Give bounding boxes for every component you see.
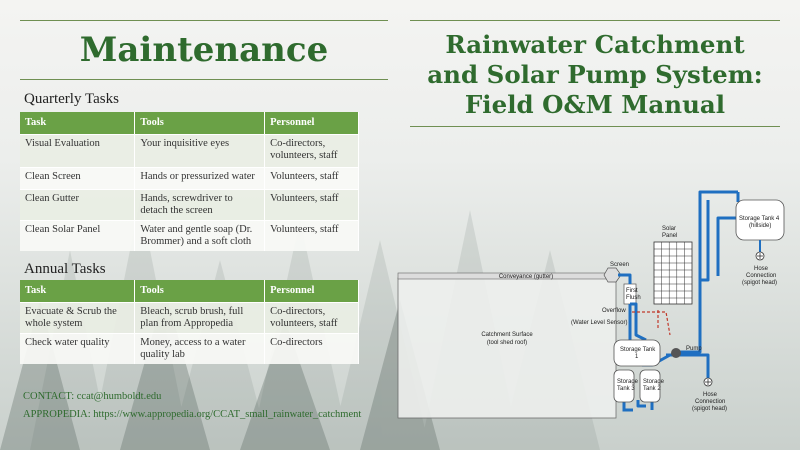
first-flush-label-2: Flush: [626, 295, 641, 301]
appropedia-link[interactable]: APPROPEDIA: https://www.appropedia.org/CCAT_small_rainwater_catchment: [23, 409, 362, 420]
table-row: [20, 167, 359, 189]
manual-title-line-1: Rainwater Catchment: [445, 30, 745, 59]
table-header-row: [20, 280, 359, 302]
personnel-cell: Volunteers, staff: [265, 189, 359, 220]
column-header-personnel: Personnel: [265, 112, 359, 134]
column-header-personnel: Personnel: [265, 280, 359, 302]
column-header-task: Task: [20, 280, 135, 302]
solar-panel-label-2: Panel: [662, 233, 678, 239]
storage-tank-1-label: Storage Tank: [620, 347, 656, 353]
pump-label: Pump: [686, 346, 702, 352]
table-header-row: [20, 112, 359, 134]
screen-label: Screen: [610, 262, 630, 268]
hose-connection-top-label-3: (spigot head): [742, 280, 778, 286]
personnel-cell: Co-directors, volunteers, staff: [265, 134, 359, 167]
divider-left-under-title: [20, 79, 388, 80]
contact-email[interactable]: CONTACT: ccat@humboldt.edu: [23, 391, 162, 402]
hose-connection-top-label: Hose: [754, 266, 769, 272]
tools-cell: Your inquisitive eyes: [135, 134, 265, 167]
storage-tank-3-label-2: Tank 3: [617, 386, 635, 392]
personnel-cell: Volunteers, staff: [265, 220, 359, 251]
first-flush-label: First: [626, 288, 638, 294]
personnel-cell: Volunteers, staff: [265, 167, 359, 189]
storage-tank-1-label-2: 1: [635, 354, 639, 360]
storage-tank-3-label: Storage: [617, 379, 639, 385]
divider-top-left: [20, 20, 388, 21]
column-header-tools: Tools: [135, 112, 265, 134]
divider-top-right: [410, 20, 780, 21]
catchment-surface: [398, 278, 616, 418]
storage-tank-4-label-2: (hillside): [749, 223, 772, 229]
table-row: [20, 189, 359, 220]
table-row: [20, 302, 359, 333]
quarterly-tasks-heading: Quarterly Tasks: [24, 91, 119, 107]
table-row: [20, 333, 359, 364]
pump: [671, 348, 681, 358]
storage-tank-4-label: Storage Tank 4: [739, 216, 780, 222]
hose-connection-top-label-2: Connection: [746, 273, 777, 279]
hose-connection-bottom-label-2: Connection: [695, 399, 726, 405]
quarterly-tasks-table: [20, 112, 359, 251]
task-cell: Check water quality: [20, 333, 135, 364]
divider-right-under-title: [410, 126, 780, 127]
annual-tasks-heading: Annual Tasks: [24, 261, 106, 277]
task-cell: Visual Evaluation: [20, 134, 135, 167]
personnel-cell: Co-directors: [265, 333, 359, 364]
solar-panel: [654, 242, 692, 304]
tools-cell: Water and gentle soap (Dr. Brommer) and a soft cloth: [135, 220, 265, 251]
table-row: [20, 220, 359, 251]
column-header-task: Task: [20, 112, 135, 134]
table-row: [20, 134, 359, 167]
catchment-surface-label: Catchment Surface: [481, 332, 533, 338]
manual-title: [410, 30, 780, 120]
task-cell: Clean Solar Panel: [20, 220, 135, 251]
tools-cell: Hands, screwdriver to detach the screen: [135, 189, 265, 220]
task-cell: Clean Gutter: [20, 189, 135, 220]
annual-tasks-table: [20, 280, 359, 364]
hose-connection-bottom-label: Hose: [703, 392, 718, 398]
manual-title-line-2: and Solar Pump System:: [427, 60, 763, 89]
tools-cell: Bleach, scrub brush, full plan from Appropedia: [135, 302, 265, 333]
storage-tank-1: [614, 340, 660, 366]
task-cell: Evacuate & Scrub the whole system: [20, 302, 135, 333]
solar-panel-label: Solar: [662, 226, 677, 232]
storage-tank-2-label-2: Tank 2: [643, 386, 661, 392]
conveyance-label: Conveyance (gutter): [498, 274, 554, 280]
system-diagram: [396, 180, 800, 450]
first-flush: [624, 284, 636, 304]
manual-title-line-3: Field O&M Manual: [464, 90, 726, 119]
task-cell: Clean Screen: [20, 167, 135, 189]
overflow-label: Overflow: [602, 308, 626, 314]
tools-cell: Money, access to a water quality lab: [135, 333, 265, 364]
personnel-cell: Co-directors, volunteers, staff: [265, 302, 359, 333]
overflow-line: [632, 310, 670, 335]
tools-cell: Hands or pressurized water: [135, 167, 265, 189]
maintenance-title: Maintenance: [79, 30, 329, 70]
column-header-tools: Tools: [135, 280, 265, 302]
hose-connection-bottom-label-3: (spigot head): [692, 406, 728, 412]
catchment-surface-sublabel: (tool shed roof): [486, 340, 528, 346]
water-level-sensor-label: (Water Level Sensor): [571, 320, 628, 326]
storage-tank-2-label: Storage: [643, 379, 665, 385]
